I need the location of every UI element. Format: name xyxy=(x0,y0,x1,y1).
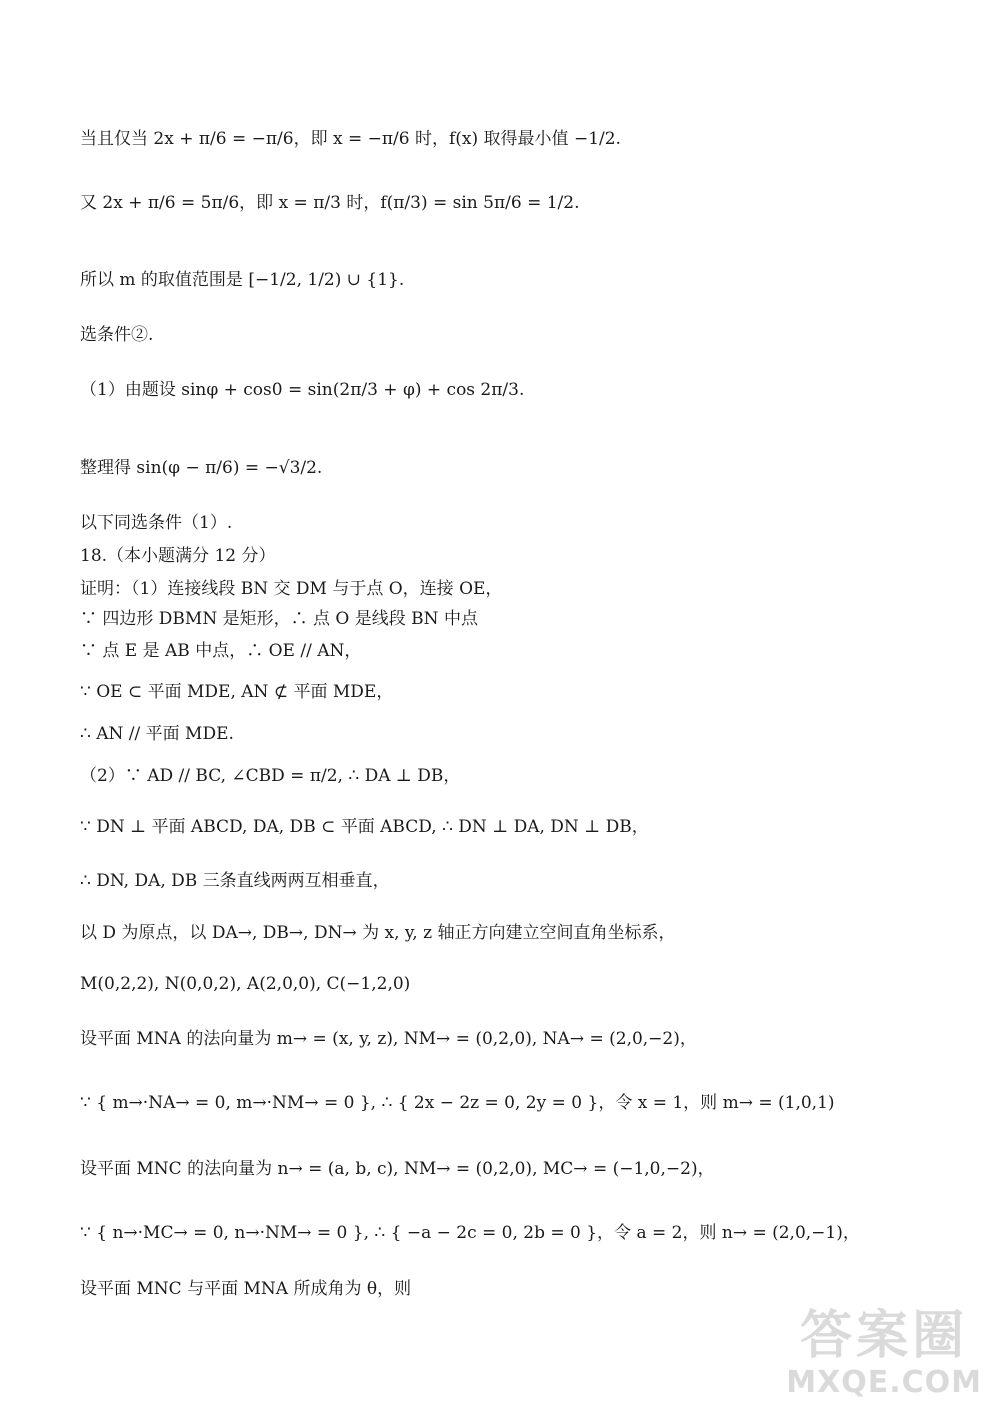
text-line: 设平面 MNC 与平面 MNA 所成角为 θ，则 xyxy=(80,1279,412,1299)
text-line: （1）由题设 sinφ + cos0 = sin(2π/3 + φ) + cos 2π/3. xyxy=(80,380,525,400)
watermark-logo: 答案圈 xyxy=(800,1306,969,1366)
text-line: ∵ 四边形 DBMN 是矩形，∴ 点 O 是线段 BN 中点 xyxy=(80,609,478,629)
text-line: 所以 m 的取值范围是 [−1/2, 1/2) ∪ {1}. xyxy=(80,270,405,290)
text-line: ∵ { m→·NA→ = 0, m→·NM→ = 0 }, ∴ { 2x − 2z = 0, 2y = 0 }，令 x = 1，则 m→ = (1,0,1) xyxy=(80,1093,835,1113)
text-line: （2）∵ AD // BC, ∠CBD = π/2, ∴ DA ⊥ DB， xyxy=(80,766,461,786)
text-line: ∴ DN, DA, DB 三条直线两两互相垂直， xyxy=(80,871,390,891)
text-line: 选条件②. xyxy=(80,325,154,345)
text-line: 设平面 MNC 的法向量为 n→ = (a, b, c), NM→ = (0,2,0), MC→ = (−1,0,−2)， xyxy=(80,1159,715,1179)
watermark xyxy=(786,1306,982,1400)
text-line: ∵ { n→·MC→ = 0, n→·NM→ = 0 }, ∴ { −a − 2c = 0, 2b = 0 }，令 a = 2，则 n→ = (2,0,−1)， xyxy=(80,1223,860,1243)
text-line: ∴ AN // 平面 MDE. xyxy=(80,724,234,744)
text-line: 以 D 为原点，以 DA→, DB→, DN→ 为 x, y, z 轴正方向建立空间直角坐标系， xyxy=(80,923,676,943)
text-line: M(0,2,2), N(0,0,2), A(2,0,0), C(−1,2,0) xyxy=(80,974,411,994)
watermark-url: MXQE.COM xyxy=(786,1365,982,1400)
text-line: 又 2x + π/6 = 5π/6，即 x = π/3 时，f(π/3) = sin 5π/6 = 1/2. xyxy=(80,193,580,213)
text-line: ∵ OE ⊂ 平面 MDE, AN ⊄ 平面 MDE， xyxy=(80,682,394,702)
text-line: 以下同选条件（1）. xyxy=(80,513,233,533)
section-heading: 18.（本小题满分 12 分） xyxy=(80,546,276,566)
text-line: 整理得 sin(φ − π/6) = −√3/2. xyxy=(80,458,323,478)
text-line: ∵ DN ⊥ 平面 ABCD, DA, DB ⊂ 平面 ABCD, ∴ DN ⊥ DA, DN ⊥ DB， xyxy=(80,817,649,837)
text-line: 当且仅当 2x + π/6 = −π/6，即 x = −π/6 时，f(x) 取得最小值 −1/2. xyxy=(80,129,621,149)
text-line: 设平面 MNA 的法向量为 m→ = (x, y, z), NM→ = (0,2,0), NA→ = (2,0,−2)， xyxy=(80,1029,697,1049)
text-line: 证明：（1）连接线段 BN 交 DM 与于点 O，连接 OE， xyxy=(80,579,503,599)
text-line: ∵ 点 E 是 AB 中点，∴ OE // AN， xyxy=(80,641,362,661)
